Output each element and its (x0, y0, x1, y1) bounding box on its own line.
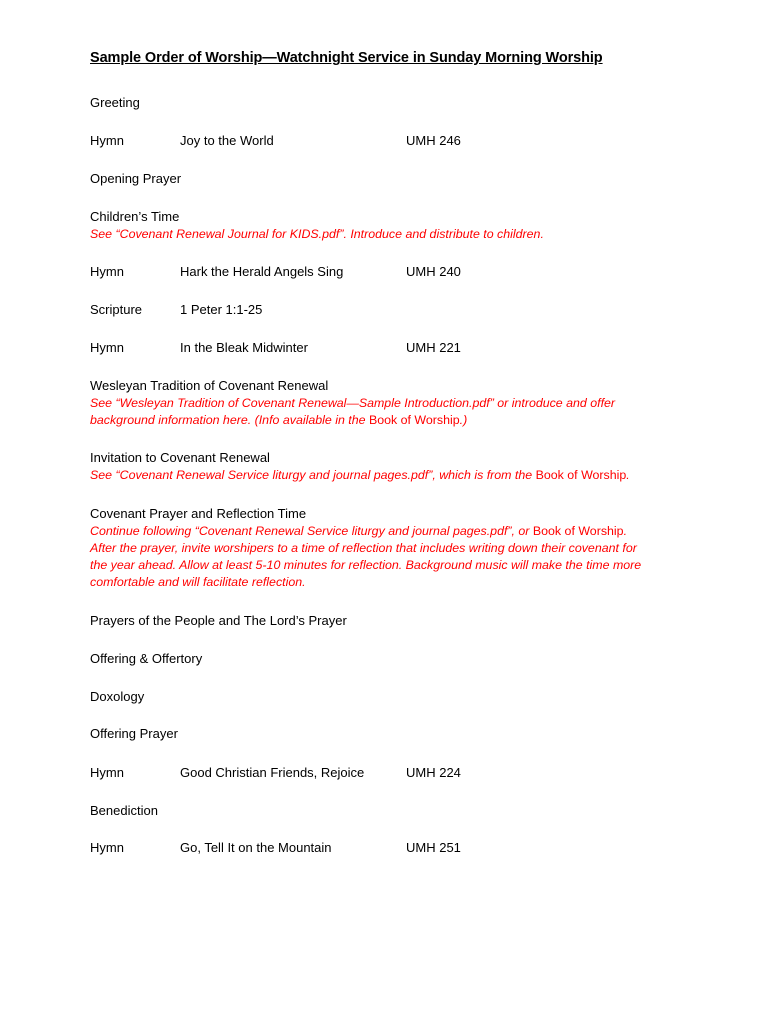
greeting-label: Greeting (90, 95, 140, 110)
childrens-time-note: See “Covenant Renewal Journal for KIDS.pdf”. Introduce and distribute to children. (90, 227, 544, 241)
hymn-4-title: Good Christian Friends, Rejoice (180, 765, 365, 780)
hymn-2-label: Hymn (90, 264, 124, 279)
wesleyan-note (90, 395, 680, 429)
wesleyan-note-line-1: See “Wesleyan Tradition of Covenant Renewal—Sample Introduction.pdf” or introduce and offer (90, 396, 616, 410)
wesleyan-note-line-2-post: .) (459, 413, 468, 427)
wesleyan-heading: Wesleyan Tradition of Covenant Renewal (90, 378, 329, 393)
opening-prayer-label: Opening Prayer (90, 171, 182, 186)
wesleyan-note-line-2-pre: background information here. (Info available in the (90, 413, 369, 427)
covenant-note-line-1-pre: Continue following “Covenant Renewal Service liturgy and journal pages.pdf”, or (90, 524, 533, 538)
covenant-prayer-note (90, 523, 680, 591)
covenant-prayer-heading: Covenant Prayer and Reflection Time (90, 506, 307, 521)
hymn-2-title: Hark the Herald Angels Sing (180, 264, 344, 279)
hymn-4-ref: UMH 224 (406, 765, 461, 780)
covenant-note-line-2: After the prayer, invite worshipers to a time of reflection that includes writing down their covenant for (90, 541, 637, 555)
wesleyan-note-book-title: Book of Worship (368, 413, 460, 427)
hymn-5-label: Hymn (90, 840, 124, 855)
document-title: Sample Order of Worship—Watchnight Service in Sunday Morning Worship (90, 50, 603, 66)
covenant-note-line-3: the year ahead. Allow at least 5-10 minutes for reflection. Background music will make the time more (90, 558, 642, 572)
hymn-1-ref: UMH 246 (406, 133, 461, 148)
hymn-1-title: Joy to the World (180, 133, 274, 148)
covenant-note-line-1-post: . (623, 524, 628, 538)
invitation-note-post: . (626, 468, 630, 482)
offering-label: Offering & Offertory (90, 651, 203, 666)
hymn-3-title: In the Bleak Midwinter (180, 340, 308, 355)
offering-prayer-label: Offering Prayer (90, 726, 178, 741)
hymn-4-label: Hymn (90, 765, 124, 780)
invitation-note-book-title: Book of Worship (535, 468, 627, 482)
covenant-note-line-4: comfortable and will facilitate reflection. (90, 575, 306, 589)
hymn-2-ref: UMH 240 (406, 264, 461, 279)
hymn-3-ref: UMH 221 (406, 340, 461, 355)
hymn-5-title: Go, Tell It on the Mountain (180, 840, 332, 855)
covenant-note-book-title: Book of Worship (532, 524, 624, 538)
invitation-heading: Invitation to Covenant Renewal (90, 450, 270, 465)
prayers-people-label: Prayers of the People and The Lord’s Prayer (90, 613, 347, 628)
scripture-label: Scripture (90, 302, 143, 317)
doxology-label: Doxology (90, 689, 145, 704)
scripture-reference: 1 Peter 1:1-25 (180, 302, 263, 317)
childrens-time-heading: Children’s Time (90, 209, 180, 224)
benediction-label: Benediction (90, 803, 158, 818)
invitation-note (90, 467, 680, 484)
hymn-3-label: Hymn (90, 340, 124, 355)
document-page (90, 48, 690, 855)
hymn-1-label: Hymn (90, 133, 124, 148)
invitation-note-pre: See “Covenant Renewal Service liturgy and journal pages.pdf”, which is from the (90, 468, 536, 482)
hymn-5-ref: UMH 251 (406, 840, 461, 855)
